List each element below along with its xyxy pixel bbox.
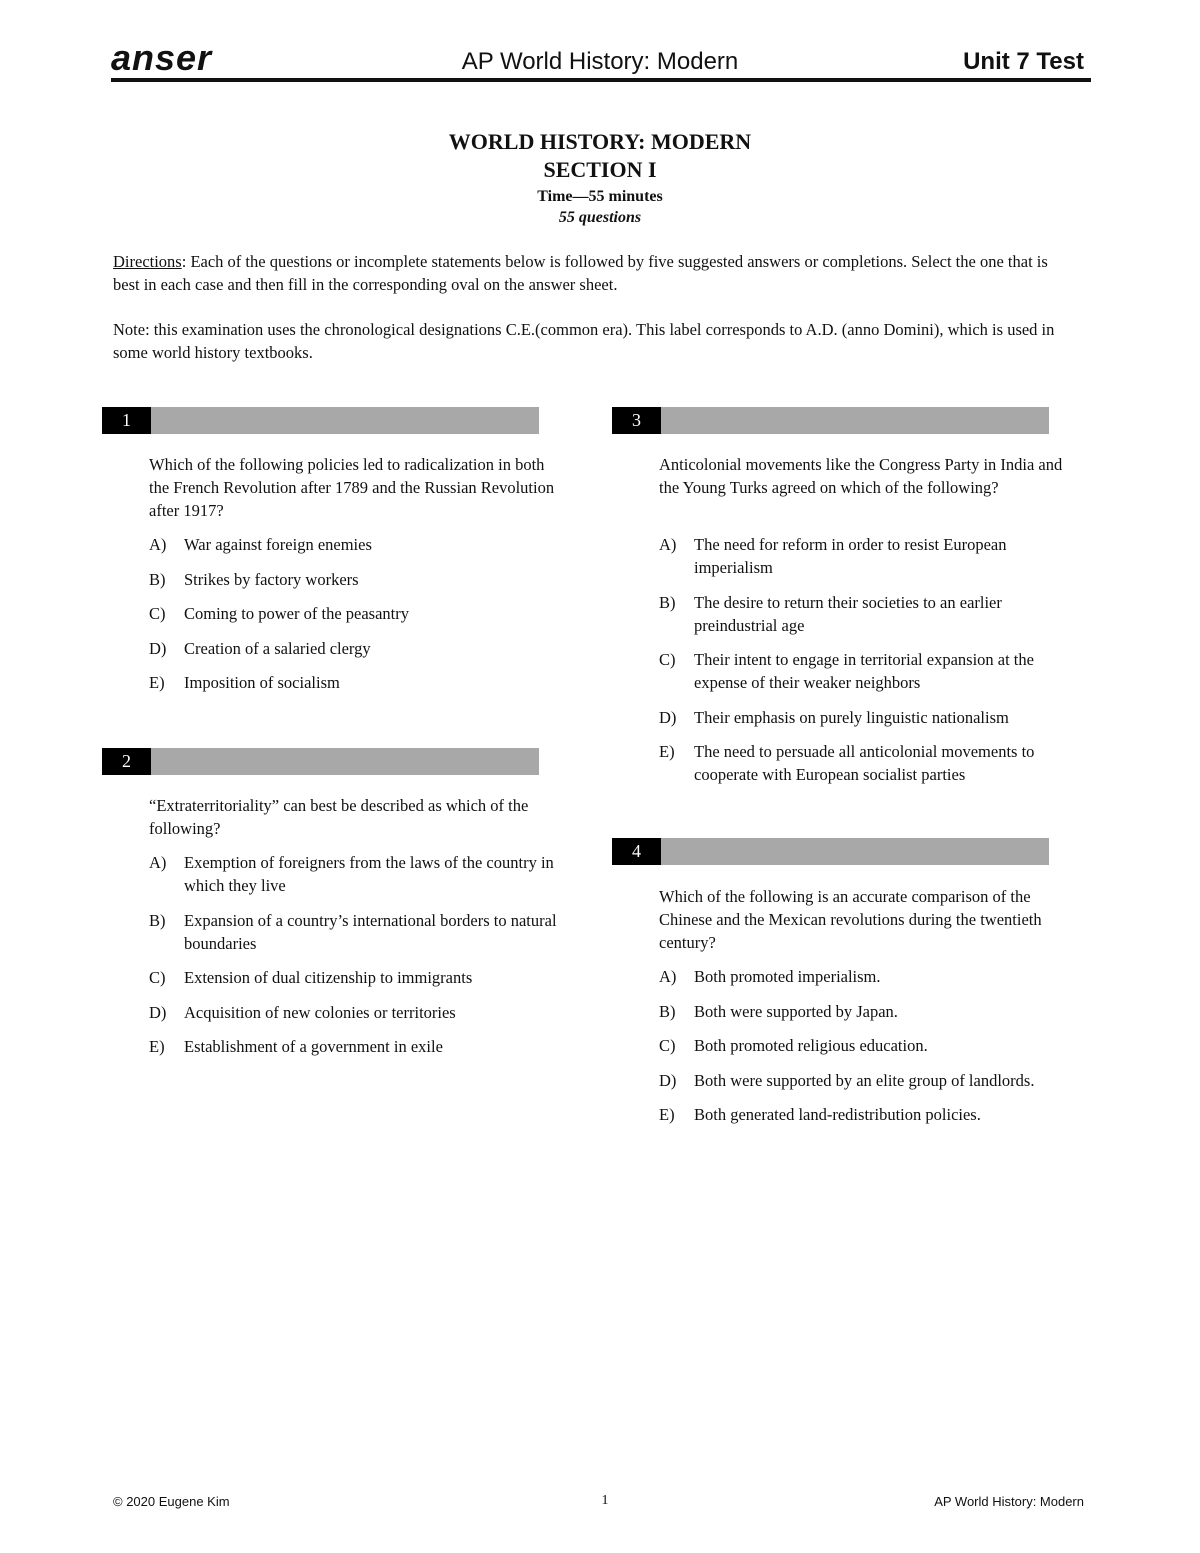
option-letter: E) bbox=[149, 673, 165, 692]
option-letter: A) bbox=[149, 853, 167, 872]
option-text: The need to persuade all anticolonial movements to cooperate with European socialist parties bbox=[694, 742, 1035, 784]
answer-option[interactable] bbox=[659, 740, 1079, 786]
option-text: The desire to return their societies to an earlier preindustrial age bbox=[694, 592, 1002, 635]
answer-options bbox=[149, 851, 569, 1070]
answer-option[interactable] bbox=[659, 648, 1079, 694]
anser-logo: anser bbox=[111, 37, 213, 78]
option-text: Exemption of foreigners from the laws of the country in which they live bbox=[184, 853, 554, 895]
question-stem: Which of the following is an accurate comparison of the Chinese and the Mexican revolutions during the twentieth century? bbox=[659, 887, 1042, 952]
answer-option[interactable] bbox=[149, 568, 569, 591]
question-header-bar bbox=[612, 407, 1049, 434]
option-letter: A) bbox=[659, 535, 677, 554]
option-text: Both promoted religious education. bbox=[694, 1036, 928, 1055]
answer-options bbox=[149, 533, 569, 706]
answer-option[interactable] bbox=[659, 1000, 1079, 1023]
option-text: Their intent to engage in territorial expansion at the expense of their weaker neighbors bbox=[694, 650, 1034, 692]
option-letter: C) bbox=[149, 968, 166, 987]
page-number: 1 bbox=[601, 1493, 609, 1508]
option-letter: D) bbox=[149, 638, 167, 658]
question-number: 4 bbox=[612, 838, 661, 865]
option-text: Acquisition of new colonies or territories bbox=[184, 1002, 456, 1022]
option-text: Both were supported by an elite group of landlords. bbox=[694, 1070, 1035, 1090]
answer-options bbox=[659, 533, 1079, 798]
option-letter: C) bbox=[149, 604, 166, 623]
option-letter: C) bbox=[659, 1036, 676, 1055]
header-divider bbox=[111, 78, 1091, 82]
option-text: Both generated land-redistribution policies. bbox=[694, 1105, 981, 1124]
directions-label: Directions bbox=[113, 252, 182, 271]
directions-text: : Each of the questions or incomplete statements below is followed by five suggested answers or completions. Select the one that is best in each case and then fill in the corresponding oval on the answer sheet. bbox=[113, 252, 1048, 294]
answer-option[interactable] bbox=[659, 706, 1079, 729]
time-limit: Time—55 minutes bbox=[537, 188, 663, 205]
answer-option[interactable] bbox=[659, 1103, 1079, 1126]
section-title-block bbox=[0, 128, 1200, 228]
answer-option[interactable] bbox=[149, 909, 569, 955]
header-unit-label: Unit 7 Test bbox=[963, 48, 1084, 75]
option-text: Creation of a salaried clergy bbox=[184, 638, 371, 658]
option-letter: D) bbox=[659, 1070, 677, 1090]
option-text: The need for reform in order to resist European imperialism bbox=[694, 535, 1007, 577]
answer-option[interactable] bbox=[149, 637, 569, 660]
question-count: 55 questions bbox=[558, 209, 642, 226]
option-letter: C) bbox=[659, 650, 676, 669]
answer-option[interactable] bbox=[659, 591, 1079, 637]
answer-option[interactable] bbox=[149, 1035, 569, 1058]
answer-option[interactable] bbox=[149, 851, 569, 897]
question-number: 3 bbox=[612, 407, 661, 434]
option-text: Extension of dual citizenship to immigrants bbox=[184, 968, 473, 987]
question-header-bar bbox=[102, 748, 539, 775]
option-letter: E) bbox=[659, 742, 675, 761]
option-text: War against foreign enemies bbox=[184, 535, 372, 554]
answer-option[interactable] bbox=[149, 1001, 569, 1024]
option-letter: A) bbox=[149, 535, 167, 554]
answer-options bbox=[659, 965, 1079, 1138]
option-text: Coming to power of the peasantry bbox=[184, 604, 409, 623]
question-number: 1 bbox=[102, 407, 151, 434]
option-text: Both promoted imperialism. bbox=[694, 967, 881, 986]
question-header-bar bbox=[612, 838, 1049, 865]
question-number: 2 bbox=[102, 748, 151, 775]
answer-option[interactable] bbox=[149, 533, 569, 556]
option-letter: B) bbox=[659, 1001, 676, 1021]
option-text: Establishment of a government in exile bbox=[184, 1037, 443, 1056]
section-title: SECTION I bbox=[543, 157, 657, 182]
note: Note: this examination uses the chronological designations C.E.(common era). This label corresponds to A.D. (anno Domini), which is used in some world history textbooks. bbox=[113, 320, 1055, 362]
question-stem: Which of the following policies led to radicalization in both the French Revolution after 1789 and the Russian Revolution after 1917? bbox=[149, 455, 555, 520]
option-letter: B) bbox=[659, 592, 676, 612]
footer-course-title: AP World History: Modern bbox=[934, 1494, 1084, 1509]
option-text: Expansion of a country’s international borders to natural boundaries bbox=[184, 910, 557, 953]
option-letter: E) bbox=[149, 1037, 165, 1056]
question-header-bar bbox=[102, 407, 539, 434]
option-text: Both were supported by Japan. bbox=[694, 1001, 898, 1021]
option-letter: B) bbox=[149, 910, 166, 930]
answer-option[interactable] bbox=[659, 965, 1079, 988]
answer-option[interactable] bbox=[659, 533, 1079, 579]
question-stem: “Extraterritoriality” can best be described as which of the following? bbox=[149, 796, 529, 838]
question-stem: Anticolonial movements like the Congress Party in India and the Young Turks agreed on which of the following? bbox=[659, 455, 1063, 497]
answer-option[interactable] bbox=[659, 1069, 1079, 1092]
answer-option[interactable] bbox=[149, 671, 569, 694]
directions bbox=[113, 250, 1073, 296]
option-letter: D) bbox=[659, 707, 677, 727]
header-course-title: AP World History: Modern bbox=[461, 48, 739, 75]
answer-option[interactable] bbox=[149, 966, 569, 989]
option-text: Imposition of socialism bbox=[184, 673, 340, 692]
option-text: Their emphasis on purely linguistic nationalism bbox=[694, 707, 1009, 727]
exam-title: WORLD HISTORY: MODERN bbox=[448, 129, 752, 154]
answer-option[interactable] bbox=[149, 602, 569, 625]
answer-option[interactable] bbox=[659, 1034, 1079, 1057]
option-letter: A) bbox=[659, 967, 677, 986]
footer-copyright: © 2020 Eugene Kim bbox=[113, 1494, 230, 1509]
option-text: Strikes by factory workers bbox=[184, 569, 359, 589]
option-letter: D) bbox=[149, 1002, 167, 1022]
option-letter: E) bbox=[659, 1105, 675, 1124]
option-letter: B) bbox=[149, 569, 166, 589]
